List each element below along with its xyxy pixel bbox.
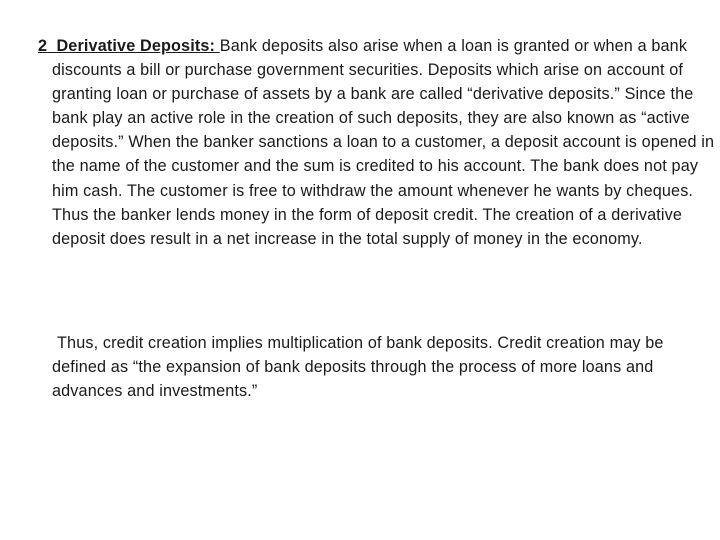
section-number: 2 xyxy=(38,37,48,55)
credit-creation-paragraph xyxy=(52,331,692,403)
credit-creation-text: Thus, credit creation implies multiplication of bank deposits. Credit creation may be defined as “the expansion of bank deposits through the process of more loans and advances and investments.” xyxy=(52,334,664,401)
section-body: Bank deposits also arise when a loan is granted or when a bank discounts a bill or purchase government securities. Deposits which arise on account of granting loan or purchase of assets by a bank are called “derivative deposits.” Since the bank play an active role in the creation of such deposits, they are also known as “active deposits.” When the banker sanctions a loan to a customer, a deposit account is opened in the name of the customer and the sum is credited to his account. The bank does not pay him cash. The customer is free to withdraw the amount whenever he wants by cheques. Thus the banker lends money in the form of deposit credit. The creation of a derivative deposit does result in a net increase in the total supply of money in the economy. xyxy=(52,37,715,248)
derivative-deposits-paragraph xyxy=(38,34,720,251)
section-title: Derivative Deposits: xyxy=(56,37,216,55)
section-heading xyxy=(38,37,220,55)
